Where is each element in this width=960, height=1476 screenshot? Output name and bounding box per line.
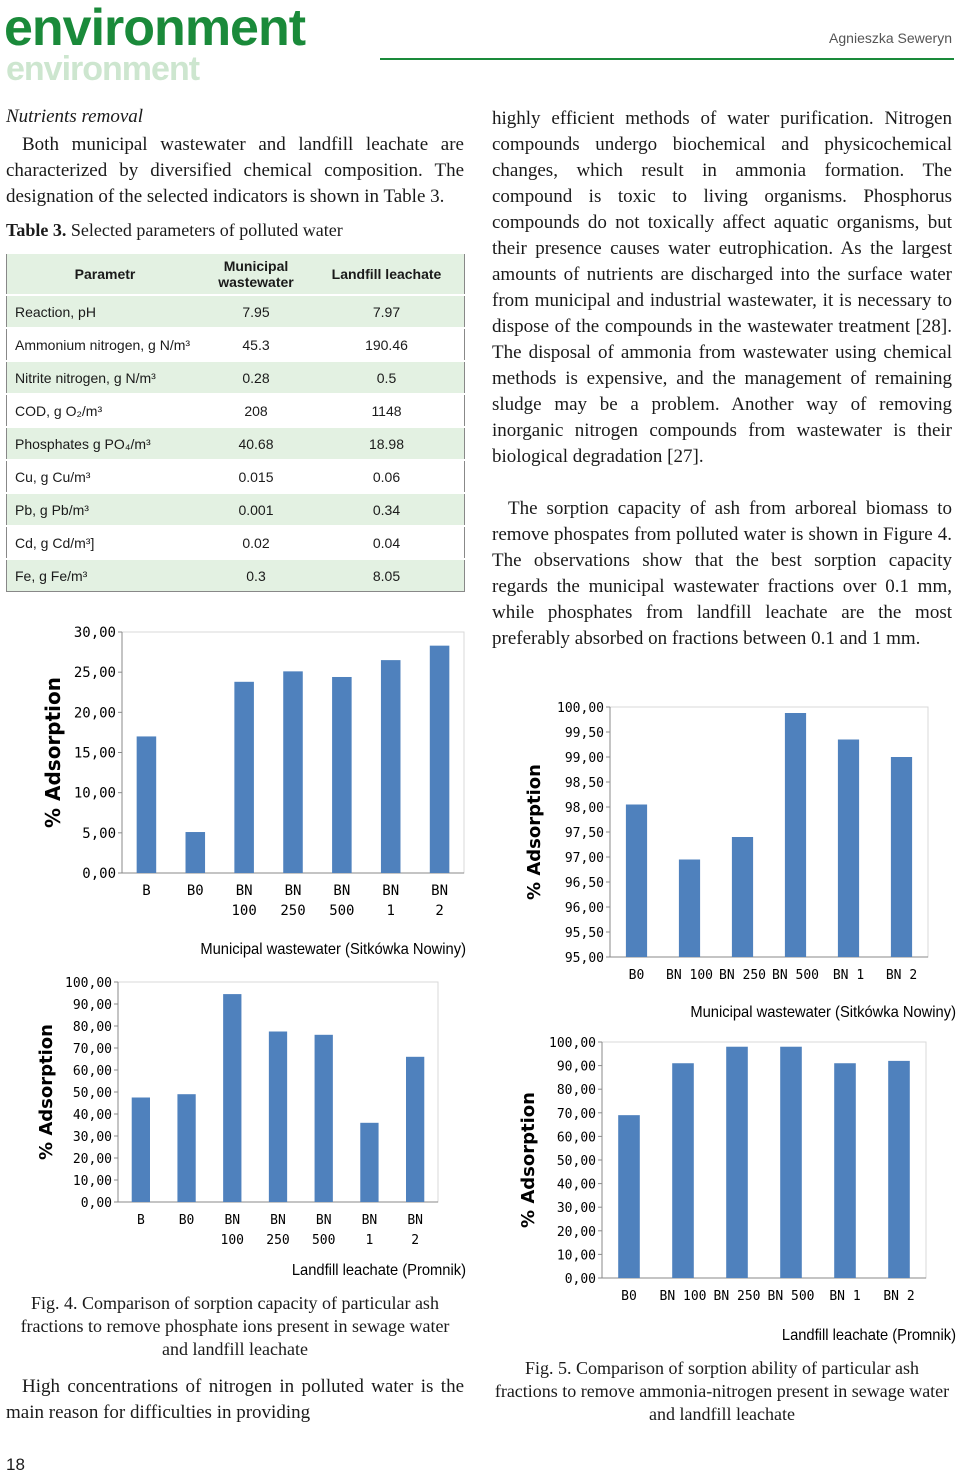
table-cell-value: 0.28 xyxy=(203,361,309,394)
table-cell-value: 0.001 xyxy=(203,493,309,526)
x-tick-label: BN xyxy=(224,1213,241,1228)
bar-bn1 xyxy=(834,1063,856,1278)
plot-area xyxy=(602,1042,926,1278)
section-title: Nutrients removal xyxy=(6,106,144,127)
table-caption-text: Selected parameters of polluted water xyxy=(66,220,343,240)
y-tick-label: 30,00 xyxy=(73,625,116,641)
table-row xyxy=(7,361,465,394)
bar-bn250 xyxy=(283,671,303,873)
x-tick-label: BN 500 xyxy=(767,1289,815,1304)
bar-bn500 xyxy=(785,713,806,957)
x-tick-label: BN 2 xyxy=(883,1289,915,1304)
table-cell-parameter: Fe, g Fe/m³ xyxy=(7,559,204,592)
table-cell-value: 0.34 xyxy=(309,493,465,526)
y-axis-label: % Adsorption xyxy=(41,676,65,829)
bar-bn2 xyxy=(891,757,912,957)
table-header: Parametr xyxy=(7,253,204,295)
x-tick-label: 250 xyxy=(280,903,306,919)
table-caption-label: Table 3. xyxy=(6,220,67,240)
bar-bn250 xyxy=(726,1047,748,1278)
chart-svg xyxy=(520,695,960,1030)
bar-b xyxy=(137,736,157,873)
y-tick-label: 80,00 xyxy=(72,1020,112,1035)
x-tick-label: B0 xyxy=(178,1213,195,1228)
chart-title: Landfill leachate (Promnik) xyxy=(291,1261,466,1280)
y-tick-label: 95,50 xyxy=(564,926,604,941)
header-rule xyxy=(380,58,954,60)
table-row xyxy=(7,394,465,427)
y-tick-label: 0,00 xyxy=(564,1272,596,1287)
x-tick-label: BN xyxy=(382,883,400,899)
x-tick-label: BN xyxy=(270,1213,286,1228)
right-paragraph-1: highly efficient methods of water purification. Nitrogen compounds undergo biochemical and physicochemical changes, which result in ammonia formation. The compound is toxic to living organisms. Phosphorus compounds do not toxically affect aquatic organisms, but their presence causes water eutrophication. As the largest amounts of nutrients are discharged into the surface water from municipal and industrial wastewater, it is necessary to dispose of the compounds in the wastewater treatment [28]. The disposal of ammonia from wastewater using chemical methods is expensive, and the management of remaining sludge may be a problem. Another way of removing inorganic nitrogen compounds from wastewater is their biological degradation [27]. xyxy=(492,108,952,467)
bar-b0 xyxy=(186,832,206,873)
x-tick-label: BN 100 xyxy=(666,968,713,983)
chart-svg xyxy=(30,970,470,1285)
bar-bn500 xyxy=(780,1047,802,1278)
y-tick-label: 50,00 xyxy=(556,1154,596,1169)
bar-bn100 xyxy=(679,860,700,958)
table-cell-value: 208 xyxy=(203,394,309,427)
table-cell-value: 8.05 xyxy=(309,559,465,592)
table-cell-value: 18.98 xyxy=(309,427,465,460)
x-tick-label: BN xyxy=(284,883,302,899)
table-cell-parameter: Nitrite nitrogen, g N/m³ xyxy=(7,361,204,394)
parameters-table xyxy=(6,252,465,592)
bar-b0 xyxy=(626,805,647,958)
bar-bn2 xyxy=(430,646,450,873)
y-axis-label: % Adsorption xyxy=(518,1092,539,1228)
table-cell-value: 0.06 xyxy=(309,460,465,493)
x-tick-label: BN xyxy=(333,883,351,899)
y-tick-label: 100,00 xyxy=(549,1036,596,1051)
table-cell-parameter: Pb, g Pb/m³ xyxy=(7,493,204,526)
bar-b0 xyxy=(618,1115,640,1278)
table-cell-value: 40.68 xyxy=(203,427,309,460)
table-row xyxy=(7,559,465,592)
x-tick-label: 1 xyxy=(386,903,395,919)
y-tick-label: 25,00 xyxy=(73,665,116,682)
x-tick-label: 1 xyxy=(365,1233,374,1248)
bottom-paragraph: High concentrations of nitrogen in polluted water is the main reason for difficulties in providing xyxy=(6,1376,464,1423)
x-tick-label: BN 250 xyxy=(719,968,766,983)
y-tick-label: 10,00 xyxy=(556,1248,596,1264)
table-cell-value: 0.04 xyxy=(309,526,465,559)
y-axis-label: % Adsorption xyxy=(524,764,545,900)
fig5-caption: Fig. 5. Comparison of sorption ability of particular ash fractions to remove ammonia-nitrogen present in sewage water and landfill leachate xyxy=(494,1358,950,1424)
y-tick-label: 5,00 xyxy=(82,825,116,842)
x-tick-label: BN xyxy=(431,883,449,899)
table-row xyxy=(7,427,465,460)
x-tick-label: B xyxy=(142,883,151,899)
y-tick-label: 99,00 xyxy=(564,751,604,766)
y-tick-label: 0,00 xyxy=(82,866,116,882)
y-tick-label: 40,00 xyxy=(72,1108,112,1123)
table-cell-parameter: Cd, g Cd/m³] xyxy=(7,526,204,559)
x-tick-label: 250 xyxy=(266,1233,290,1248)
fig4-municipal-chart xyxy=(30,620,470,960)
x-tick-label: BN 250 xyxy=(713,1289,761,1304)
y-tick-label: 96,00 xyxy=(564,901,604,916)
bar-bn500 xyxy=(332,677,352,873)
y-tick-label: 97,50 xyxy=(564,826,604,841)
y-tick-label: 98,00 xyxy=(564,801,604,816)
y-tick-label: 90,00 xyxy=(72,998,112,1013)
chart-svg xyxy=(510,1032,960,1350)
y-tick-label: 70,00 xyxy=(556,1106,596,1122)
y-tick-label: 50,00 xyxy=(72,1086,112,1101)
y-tick-label: 0,00 xyxy=(80,1196,112,1211)
y-tick-label: 60,00 xyxy=(72,1064,112,1079)
y-tick-label: 40,00 xyxy=(556,1177,596,1193)
table-row xyxy=(7,295,465,328)
y-tick-label: 20,00 xyxy=(72,1152,112,1167)
x-tick-label: B0 xyxy=(186,883,204,899)
y-tick-label: 100,00 xyxy=(557,701,604,716)
y-tick-label: 100,00 xyxy=(65,976,112,991)
y-tick-label: 90,00 xyxy=(556,1059,596,1075)
table-cell-parameter: Ammonium nitrogen, g N/m³ xyxy=(7,328,204,361)
table-cell-value: 1148 xyxy=(309,394,465,427)
y-tick-label: 10,00 xyxy=(72,1174,112,1189)
y-tick-label: 70,00 xyxy=(72,1042,112,1057)
bar-b0 xyxy=(177,1094,195,1202)
table-header: Landfill leachate xyxy=(309,253,465,295)
bar-bn100 xyxy=(223,994,241,1202)
x-tick-label: B0 xyxy=(628,968,645,983)
x-tick-label: 2 xyxy=(435,903,444,919)
x-tick-label: BN xyxy=(235,883,253,899)
y-tick-label: 30,00 xyxy=(72,1130,112,1145)
x-tick-label: B0 xyxy=(621,1289,637,1304)
y-tick-label: 99,50 xyxy=(564,726,604,741)
intro-paragraph: Both municipal wastewater and landfill leachate are characterized by diversified chemical composition. The designation of the selected indicators is shown in Table 3. xyxy=(6,134,464,207)
page-number: 18 xyxy=(6,1455,25,1474)
x-tick-label: BN 500 xyxy=(772,968,819,983)
x-tick-label: 500 xyxy=(311,1233,336,1248)
x-tick-label: BN 2 xyxy=(885,968,918,983)
bar-bn250 xyxy=(732,837,753,957)
fig4-landfill-chart xyxy=(30,970,470,1285)
plot-area xyxy=(610,707,928,957)
y-tick-label: 96,50 xyxy=(564,876,604,891)
x-tick-label: BN 1 xyxy=(829,1289,861,1304)
x-tick-label: BN xyxy=(315,1213,332,1228)
table-cell-parameter: Phosphates g PO₄/m³ xyxy=(7,427,204,460)
y-tick-label: 80,00 xyxy=(556,1083,596,1099)
bar-bn2 xyxy=(888,1061,910,1278)
table-row xyxy=(7,460,465,493)
table-cell-parameter: Reaction, pH xyxy=(7,295,204,328)
logo-text: environment xyxy=(4,0,306,57)
y-tick-label: 60,00 xyxy=(556,1130,596,1146)
table-cell-parameter: COD, g O₂/m³ xyxy=(7,394,204,427)
running-author: Agnieszka Seweryn xyxy=(829,30,952,46)
y-tick-label: 95,00 xyxy=(564,951,604,966)
chart-title: Landfill leachate (Promnik) xyxy=(781,1326,956,1345)
y-axis-label: % Adsorption xyxy=(36,1024,57,1160)
fig5-municipal-chart xyxy=(520,695,960,1030)
fig5-landfill-chart xyxy=(510,1032,960,1350)
table-cell-value: 7.97 xyxy=(309,295,465,328)
table-cell-value: 45.3 xyxy=(203,328,309,361)
x-tick-label: BN xyxy=(407,1213,423,1228)
x-tick-label: BN 1 xyxy=(832,968,865,983)
x-tick-label: 100 xyxy=(231,903,257,919)
table-row xyxy=(7,526,465,559)
y-tick-label: 98,50 xyxy=(564,776,604,791)
chart-title: Municipal wastewater (Sitkówka Nowiny) xyxy=(200,940,466,959)
x-tick-label: BN 100 xyxy=(659,1289,707,1304)
y-tick-label: 30,00 xyxy=(556,1201,596,1217)
x-tick-label: 2 xyxy=(411,1233,420,1248)
chart-title: Municipal wastewater (Sitkówka Nowiny) xyxy=(690,1003,956,1022)
y-tick-label: 97,00 xyxy=(564,851,604,866)
bar-bn500 xyxy=(315,1035,333,1202)
x-tick-label: 100 xyxy=(220,1233,245,1248)
y-tick-label: 15,00 xyxy=(73,745,116,762)
bar-bn1 xyxy=(360,1123,378,1202)
fig4-caption: Fig. 4. Comparison of sorption capacity of particular ash fractions to remove phosphate ions present in sewage water and landfill leachate xyxy=(20,1293,450,1359)
table-cell-value: 0.5 xyxy=(309,361,465,394)
table-cell-value: 0.015 xyxy=(203,460,309,493)
bar-b xyxy=(132,1098,150,1203)
bar-bn100 xyxy=(234,682,254,873)
x-tick-label: BN xyxy=(361,1213,378,1228)
table-cell-value: 0.02 xyxy=(203,526,309,559)
bar-bn1 xyxy=(381,660,401,873)
logo-shadow-text: environment xyxy=(6,50,200,88)
table-cell-parameter: Cu, g Cu/m³ xyxy=(7,460,204,493)
bar-bn2 xyxy=(406,1057,424,1202)
y-tick-label: 10,00 xyxy=(73,785,116,802)
table-cell-value: 190.46 xyxy=(309,328,465,361)
y-tick-label: 20,00 xyxy=(73,705,116,722)
journal-logo xyxy=(2,2,382,92)
x-tick-label: 500 xyxy=(329,903,355,919)
table-header: Municipal wastewater xyxy=(203,253,309,295)
bar-bn1 xyxy=(838,740,859,958)
y-tick-label: 20,00 xyxy=(556,1224,596,1240)
table-row xyxy=(7,328,465,361)
table-row xyxy=(7,493,465,526)
bar-bn100 xyxy=(672,1063,694,1278)
table-cell-value: 0.3 xyxy=(203,559,309,592)
right-paragraph-2: The sorption capacity of ash from arboreal biomass to remove phospates from polluted water is shown in Figure 4. The observations show that the best sorption capacity regards the municipal wastewater fractions over 0.1 mm, while phosphates from landfill leachate are the most preferably absorbed on fractions between 0.1 and 1 mm. xyxy=(492,498,952,649)
chart-svg xyxy=(30,620,470,960)
bar-bn250 xyxy=(269,1032,287,1203)
x-tick-label: B xyxy=(136,1213,145,1228)
table-caption xyxy=(6,220,343,241)
table-cell-value: 7.95 xyxy=(203,295,309,328)
